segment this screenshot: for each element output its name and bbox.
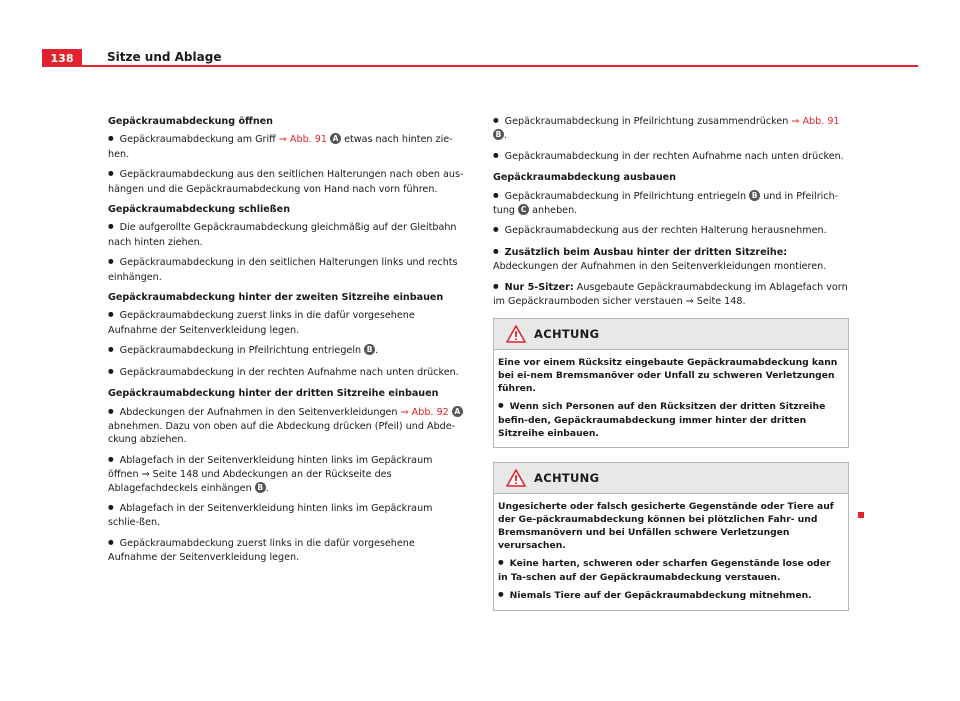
item-bold-text: Nur 5-Sitzer: bbox=[504, 281, 574, 293]
item-text: Gepäckraumabdeckung in Pfeilrichtung zusammendrücken bbox=[504, 116, 789, 127]
warning-title: ACHTUNG bbox=[534, 326, 600, 341]
list-item bbox=[493, 115, 849, 143]
item-text: Ausgebaute Gepäckraumabdeckung im Ablagefach vorn im Gepäckraumboden sicher verstauen ⇒ Seite 148. bbox=[493, 281, 848, 308]
warning-box bbox=[493, 462, 849, 611]
list-item bbox=[108, 344, 464, 358]
item-text: . bbox=[375, 345, 379, 357]
section-heading: Gepäckraumabdeckung öffnen bbox=[108, 116, 274, 127]
list-item: ● Gepäckraumabdeckung aus den seitlichen Halterungen nach oben aus-hängen und die Gepäckraumabdeckung von Hand nach vorn führen. bbox=[108, 168, 464, 196]
page-number: 138 bbox=[42, 49, 82, 67]
figure-link[interactable]: ⇒ Abb. 92 bbox=[400, 406, 449, 418]
list-item: ● Gepäckraumabdeckung in den seitlichen Halterungen links und rechts einhängen. bbox=[108, 256, 464, 284]
list-item: ● Ablagefach in der Seitenverkleidung hinten links im Gepäckraum schlie-ßen. bbox=[108, 502, 464, 530]
right-column bbox=[493, 115, 849, 625]
item-text: Ablagefach in der Seitenverkleidung hinten links im Gepäckraum öffnen ⇒ Seite 148 und Abdeckungen an der Rückseite des Ablagefachdeckels einhängen bbox=[108, 454, 433, 494]
list-item: ● Keine harten, schweren oder scharfen Gegenstände lose oder in Ta-schen auf der Gepäckraumabdeckung verstauen. bbox=[498, 557, 842, 584]
section-heading: Gepäckraumabdeckung hinter der dritten Sitzreihe einbauen bbox=[108, 388, 439, 400]
section-heading: Gepäckraumabdeckung hinter der zweiten Sitzreihe einbauen bbox=[108, 292, 444, 304]
item-text: abnehmen. Dazu von oben auf die Abdeckung drücken (Pfeil) und Abde-ckung abziehen. bbox=[108, 420, 456, 446]
list-item: ● Niemals Tiere auf der Gepäckraumabdeckung mitnehmen. bbox=[498, 589, 842, 603]
header-rule bbox=[82, 65, 918, 67]
list-item: ● Wenn sich Personen auf den Rücksitzen der dritten Sitzreihe befin-den, Gepäckraumabdeckung immer hinter der dritten Sitzreihe einbauen. bbox=[498, 400, 842, 440]
callout-badge: B bbox=[493, 129, 504, 140]
warning-text: Eine vor einem Rücksitz eingebaute Gepäckraumabdeckung kann bei ei-nem Bremsmanöver oder Unfall zu schweren Verletzungen führen. bbox=[498, 357, 838, 395]
item-text: Abdeckungen der Aufnahmen in den Seitenverkleidungen bbox=[119, 406, 398, 418]
figure-link[interactable]: ⇒ Abb. 91 bbox=[278, 134, 327, 146]
item-text: und in Pfeilrich-tung bbox=[493, 190, 839, 217]
callout-badge: B bbox=[364, 344, 375, 355]
item-text: Abdeckungen der Aufnahmen in den Seitenverkleidungen montieren. bbox=[493, 261, 827, 273]
list-item bbox=[493, 246, 849, 274]
callout-badge: B bbox=[255, 482, 266, 493]
item-text: Gepäckraumabdeckung in Pfeilrichtung entriegeln bbox=[119, 345, 362, 357]
item-text: Gepäckraumabdeckung am Griff bbox=[119, 134, 276, 146]
warning-body bbox=[494, 350, 848, 447]
section-heading: Gepäckraumabdeckung schließen bbox=[108, 204, 291, 216]
list-item bbox=[108, 406, 464, 447]
list-item: ● Gepäckraumabdeckung zuerst links in die dafür vorgesehene Aufnahme der Seitenverkleidung legen. bbox=[108, 309, 464, 337]
list-item: ● Gepäckraumabdeckung in der rechten Aufnahme nach unten drücken. bbox=[108, 366, 464, 380]
list-item bbox=[493, 281, 849, 309]
list-item: ● Gepäckraumabdeckung in der rechten Aufnahme nach unten drücken. bbox=[493, 150, 849, 164]
item-text: anheben. bbox=[532, 205, 578, 217]
warning-header bbox=[494, 319, 848, 350]
warning-triangle-icon bbox=[506, 469, 526, 487]
warning-box bbox=[493, 318, 849, 448]
figure-link[interactable]: ⇒ Abb. 91 bbox=[791, 116, 840, 127]
warning-body bbox=[494, 494, 848, 610]
list-item: ● Gepäckraumabdeckung aus der rechten Halterung herausnehmen. bbox=[493, 224, 849, 238]
list-item: ● Gepäckraumabdeckung zuerst links in die dafür vorgesehene Aufnahme der Seitenverkleidung legen. bbox=[108, 537, 464, 565]
item-text: . bbox=[504, 130, 508, 142]
item-text: . bbox=[265, 482, 269, 494]
callout-badge: B bbox=[749, 190, 760, 201]
section-end-marker bbox=[858, 512, 864, 518]
item-bold-text: Zusätzlich beim Ausbau hinter der dritten Sitzreihe: bbox=[504, 246, 788, 258]
item-text: etwas nach hinten zie-hen. bbox=[108, 134, 453, 160]
page-header bbox=[0, 0, 960, 70]
callout-badge: C bbox=[518, 204, 529, 215]
chapter-title: Sitze und Ablage bbox=[107, 50, 222, 64]
callout-badge: A bbox=[452, 406, 463, 417]
list-item bbox=[108, 454, 464, 495]
callout-badge: A bbox=[330, 133, 341, 144]
warning-text: Ungesicherte oder falsch gesicherte Gegenstände oder Tiere auf der Ge-päckraumabdeckung können bei plötzlichen Fahr- und Bremsmanövern und bei Unfällen schwere Verletzungen verursachen. bbox=[498, 501, 834, 552]
section-heading: Gepäckraumabdeckung ausbauen bbox=[493, 172, 676, 184]
warning-triangle-icon bbox=[506, 325, 526, 343]
list-item: ● Die aufgerollte Gepäckraumabdeckung gleichmäßig auf der Gleitbahn nach hinten ziehen. bbox=[108, 221, 464, 249]
warning-header bbox=[494, 463, 848, 494]
warning-title: ACHTUNG bbox=[534, 470, 600, 485]
list-item bbox=[108, 133, 464, 161]
left-column bbox=[108, 115, 464, 572]
list-item bbox=[493, 190, 849, 218]
item-text: Gepäckraumabdeckung in Pfeilrichtung entriegeln bbox=[504, 190, 747, 202]
